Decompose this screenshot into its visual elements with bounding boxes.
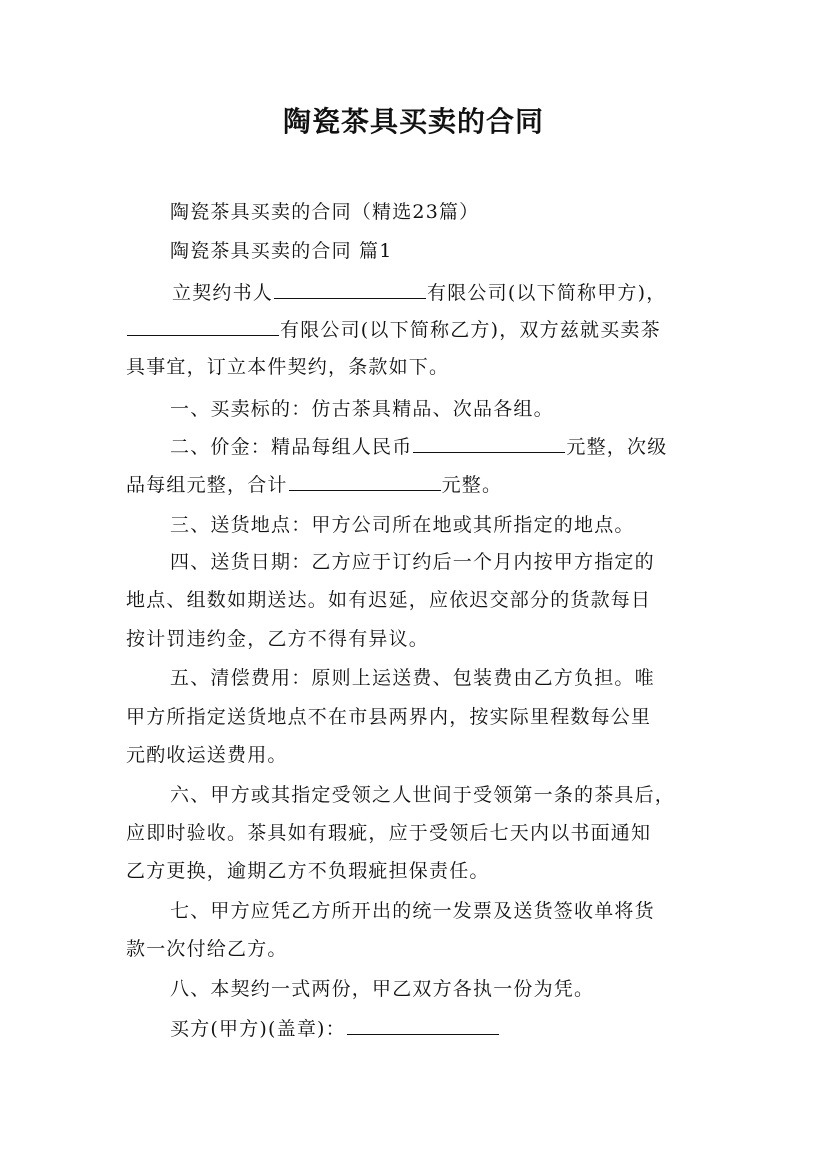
para1-line2-text: 有限公司(以下简称乙方)，双方兹就买卖茶	[280, 319, 661, 341]
item2-line1-text-b: 元整，次级	[566, 436, 668, 458]
item4-line3: 按计罚违约金，乙方不得有异议。	[126, 628, 430, 650]
item5-line2: 甲方所指定送货地点不在市县两界内，按实际里程数每公里	[126, 706, 652, 728]
document-subtitle: 陶瓷茶具买卖的合同（精选23篇）	[170, 201, 480, 223]
item4-line1: 四、送货日期：乙方应于订约后一个月内按甲方指定的	[170, 551, 655, 573]
item8-line: 八、本契约一式两份，甲乙双方各执一份为凭。	[170, 978, 595, 1000]
total-price-blank	[289, 472, 441, 491]
para1-line1-text-a: 立契约书人	[172, 282, 274, 304]
item1-line: 一、买卖标的：仿古茶具精品、次品各组。	[170, 398, 554, 420]
buyer-signature-blank	[347, 1016, 499, 1035]
party-a-name-blank	[274, 280, 426, 299]
document-title: 陶瓷茶具买卖的合同	[282, 105, 544, 138]
unit-price-blank	[413, 434, 565, 453]
item6-line1: 六、甲方或其指定受领之人世间于受领第一条的茶具后，	[170, 784, 676, 806]
item2-line1-text-a: 二、价金：精品每组人民币	[170, 436, 413, 458]
party-b-name-blank	[127, 317, 279, 336]
item2-line2-text-b: 元整。	[441, 474, 503, 496]
para1-line3: 具事宜，订立本件契约，条款如下。	[126, 356, 450, 378]
item6-line3: 乙方更换，逾期乙方不负瑕疵担保责任。	[126, 860, 490, 882]
buyer-signature-line	[170, 1016, 500, 1041]
item3-line: 三、送货地点：甲方公司所在地或其所指定的地点。	[170, 514, 635, 536]
item4-line2: 地点、组数如期送达。如有迟延，应依迟交部分的货款每日	[126, 589, 652, 611]
item2-line1	[170, 434, 667, 459]
section-heading: 陶瓷茶具买卖的合同 篇1	[170, 240, 393, 262]
para1-line1-text-b: 有限公司(以下简称甲方)，	[427, 282, 667, 304]
item5-line1: 五、清偿费用：原则上运送费、包装费由乙方负担。唯	[170, 667, 655, 689]
item5-line3: 元酌收运送费用。	[126, 744, 288, 766]
para1-line2	[126, 317, 661, 342]
item7-line1: 七、甲方应凭乙方所开出的统一发票及送货签收单将货	[170, 900, 655, 922]
item2-line2	[126, 472, 502, 497]
para1-line1	[172, 280, 666, 305]
item6-line2: 应即时验收。茶具如有瑕疵，应于受领后七天内以书面通知	[126, 822, 652, 844]
item2-line2-text-a: 品每组元整，合计	[126, 474, 288, 496]
item7-line2: 款一次付给乙方。	[126, 938, 288, 960]
buyer-signature-label: 买方(甲方)(盖章)：	[170, 1018, 346, 1040]
